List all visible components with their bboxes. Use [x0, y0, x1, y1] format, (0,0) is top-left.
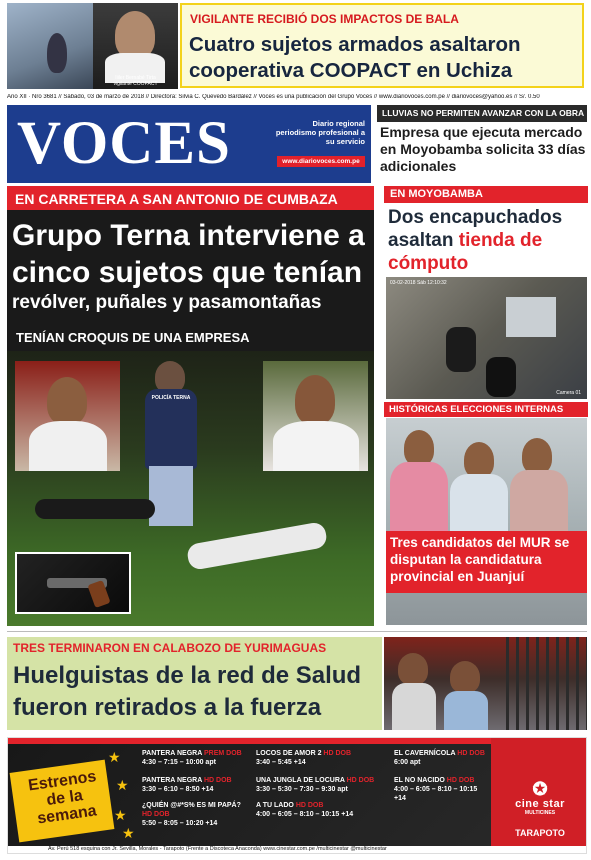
edition-info-line: Año XII · Nro 3681 // Sábado, 03 de marzo de 2018 // Directora: Silvia C. Quevedo Bardález // Voces es una publicación del Grupo Voces // www.diariovoces.com.pe // diariovoces@yahoo.es // S/. 0.50: [7, 94, 540, 100]
premieres-title: Estrenos de la semana: [27, 768, 98, 828]
film-title: ¿QUIÉN @#*S% ES MI PAPÁ?: [142, 802, 241, 809]
moy-headline-b: tienda de cómputo: [388, 230, 543, 274]
cinema-ad[interactable]: [7, 737, 587, 854]
film-format: HD DOB: [142, 811, 170, 818]
cinestar-subtitle: MULTICINES: [524, 810, 556, 816]
ad-footer: Av. Perú 518 esquina con Jr. Sevilla, Morales - Tarapoto (Frente a Discoteca Anaconda) www.cinestar.com.pe /multicinestar @multicinestar: [48, 846, 387, 852]
suspect2-photo: [263, 361, 368, 471]
moy-headline[interactable]: [388, 206, 588, 275]
officer-vest: [145, 389, 197, 469]
film-times: 4:30 – 7:15 – 10:00 apt: [142, 759, 216, 766]
suspect1-photo: [15, 361, 120, 471]
film-format: HD DOB: [203, 777, 232, 784]
market-story[interactable]: [377, 105, 587, 184]
seized-revolver-photo: [15, 552, 131, 614]
moy-headline-a: Dos encapuchados asaltan: [388, 207, 563, 251]
star-icon: ★: [116, 777, 129, 793]
film-times: 5:50 – 8:05 – 10:20 +14: [142, 820, 218, 827]
elec-kicker: HISTÓRICAS ELECCIONES INTERNAS: [389, 404, 564, 415]
main-headline[interactable]: Grupo Terna interviene a cinco sujetos que tenían: [12, 219, 365, 289]
computer-store-story[interactable]: [384, 186, 588, 400]
market-kicker: LLUVIAS NO PERMITEN AVANZAR CON LA OBRA: [382, 108, 585, 118]
teaser-panel[interactable]: [180, 3, 584, 88]
film-times: 4:00 – 6:05 – 8:10 – 10:15 +14: [256, 811, 354, 818]
market-kicker-bar: [377, 105, 587, 122]
film-times: 3:30 – 6:10 – 8:50 +14: [142, 786, 214, 793]
film-format: HD DOB: [457, 750, 485, 757]
newspaper-logo: VOCES: [17, 110, 231, 177]
cinestar-star-icon: ✪: [532, 779, 548, 799]
strikers-photo: [384, 637, 587, 730]
cctv-store-photo: [386, 277, 587, 399]
film-format: HD DOB: [295, 802, 324, 809]
section-divider: [7, 631, 587, 632]
cinestar-logo[interactable]: [503, 780, 577, 838]
film-title: PANTERA NEGRA: [142, 777, 203, 784]
film-row[interactable]: [142, 801, 252, 828]
moy-kicker: EN MOYOBAMBA: [390, 188, 483, 200]
film-title: LOCOS DE AMOR 2: [256, 750, 322, 757]
elections-story[interactable]: [384, 402, 588, 626]
cinestar-city: TARAPOTO: [515, 828, 565, 838]
photo-caption-line2: vigilante COOPACT: [113, 81, 158, 87]
elec-kicker-bar: [384, 402, 588, 417]
star-icon: ★: [122, 825, 135, 841]
star-icon: ★: [108, 749, 121, 765]
main-kicker-bar: [7, 186, 374, 210]
film-title: EL NO NACIDO: [394, 777, 445, 784]
website-link[interactable]: www.diariovoces.com.pe: [277, 156, 365, 167]
premieres-badge: [10, 760, 115, 843]
film-times: 6:00 apt: [394, 759, 421, 766]
main-kicker: EN CARRETERA A SAN ANTONIO DE CUMBAZA: [15, 191, 338, 207]
film-format: HD DOB: [346, 777, 375, 784]
film-times: 3:30 – 5:30 – 7:30 – 9:30 apt: [256, 786, 348, 793]
strike-headline[interactable]: Huelguistas de la red de Salud fueron retirados a la fuerza: [13, 662, 362, 721]
moy-kicker-bar: [384, 186, 588, 203]
masthead: [7, 105, 371, 183]
film-row[interactable]: [256, 776, 374, 794]
masthead-tagline: Diario regional periodismo profesional a su servicio: [275, 119, 365, 146]
film-row[interactable]: [142, 749, 242, 767]
photo-caption-line1: Iiiler Bernabé Tirta: [115, 75, 156, 81]
strike-kicker: TRES TERMINARON EN CALABOZO DE YURIMAGUAS: [13, 641, 327, 655]
film-format: HD DOB: [446, 777, 475, 784]
main-subhead: revólver, puñales y pasamontañas: [12, 292, 322, 313]
cinestar-name: cine star: [515, 798, 565, 810]
main-deck: TENÍAN CROQUIS DE UNA EMPRESA: [16, 330, 250, 345]
star-icon: ★: [114, 807, 127, 823]
strike-story[interactable]: [7, 637, 382, 730]
main-story[interactable]: [7, 186, 374, 626]
film-times: 4:00 – 6:05 – 8:10 – 10:15 +14: [394, 786, 478, 802]
elections-caption[interactable]: Tres candidatos del MUR se disputan la candidatura provincial en Juanjuí: [386, 531, 587, 593]
candidates-photo: [386, 418, 587, 625]
cctv-timestamp: 03-02-2018 Sáb 12:10:32: [390, 280, 447, 286]
film-row[interactable]: [394, 749, 485, 767]
film-title: A TU LADO: [256, 802, 294, 809]
film-title: EL CAVERNÍCOLA: [394, 750, 456, 757]
vest-label: POLICÍA TERNA: [151, 395, 191, 401]
teaser-headline[interactable]: Cuatro sujetos armados asaltaron cooperativa COOPACT en Uchiza: [189, 33, 521, 82]
film-row[interactable]: [142, 776, 232, 794]
film-row[interactable]: [256, 749, 351, 767]
bank-interior-photo: [7, 3, 93, 89]
film-times: 3:40 – 5:45 +14: [256, 759, 306, 766]
film-format: PREM DOB: [203, 750, 242, 757]
film-row[interactable]: [256, 801, 353, 819]
top-teaser: [0, 0, 591, 92]
market-headline[interactable]: Empresa que ejecuta mercado en Moyobamba solicita 33 días adicionales: [380, 124, 586, 174]
film-title: PANTERA NEGRA: [142, 750, 203, 757]
teaser-kicker: VIGILANTE RECIBIÓ DOS IMPACTOS DE BALA: [190, 12, 459, 26]
film-format: HD DOB: [323, 750, 352, 757]
victim-portrait-photo: [93, 3, 178, 89]
cctv-camera-label: Camera 01: [556, 390, 581, 396]
film-row[interactable]: [394, 776, 488, 803]
film-title: UNA JUNGLA DE LOCURA: [256, 777, 345, 784]
